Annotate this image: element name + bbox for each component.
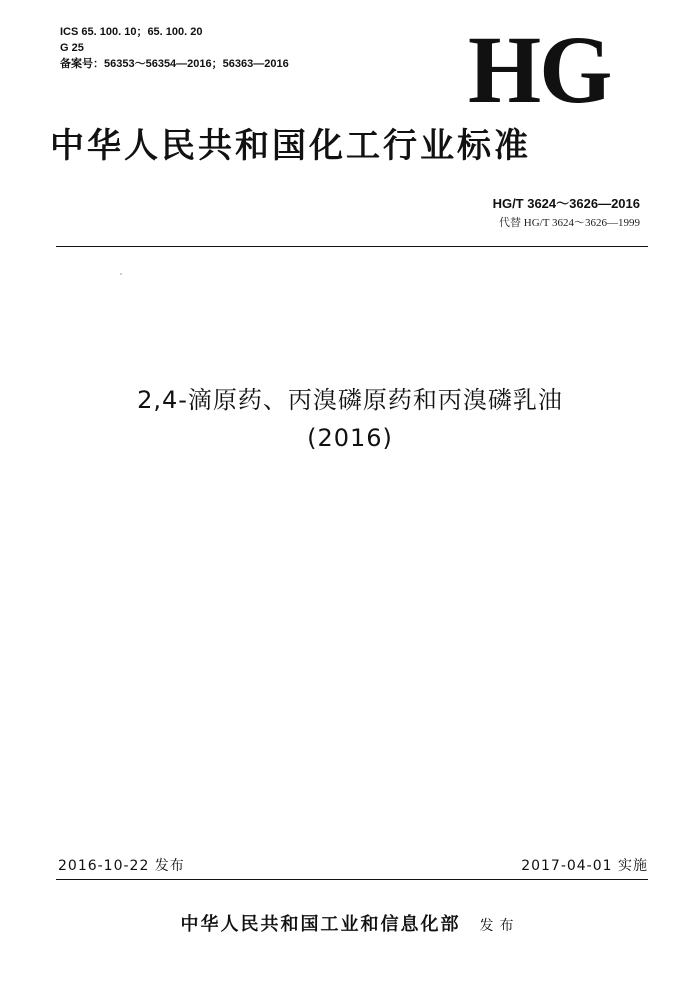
publish-label: 发布	[479, 918, 520, 934]
header-divider	[56, 246, 648, 247]
ics-code: ICS 65. 100. 10；65. 100. 20	[60, 26, 203, 38]
classification-block	[60, 24, 289, 72]
filing-number: 备案号：56353～56354—2016；56363—2016	[60, 58, 289, 70]
replaced-standard: 代替 HG/T 3624～3626—1999	[499, 217, 640, 229]
standard-code: HG/T 3624～3626—2016	[492, 196, 640, 211]
ccs-code: G 25	[60, 42, 84, 54]
document-title: 2,4-滴原药、丙溴磷原药和丙溴磷乳油	[137, 386, 563, 414]
implementation-date: 2017-04-01 实施	[521, 858, 648, 874]
scan-speck	[120, 273, 122, 275]
hg-logo: HG	[468, 16, 611, 123]
industry-standard-title: 中华人民共和国化工行业标准	[50, 126, 531, 166]
publisher-line	[0, 912, 700, 939]
issue-date: 2016-10-22 发布	[58, 858, 185, 874]
publisher-name: 中华人民共和国工业和信息化部	[180, 914, 461, 935]
document-year: (2016)	[307, 424, 393, 452]
footer-divider	[56, 879, 648, 880]
